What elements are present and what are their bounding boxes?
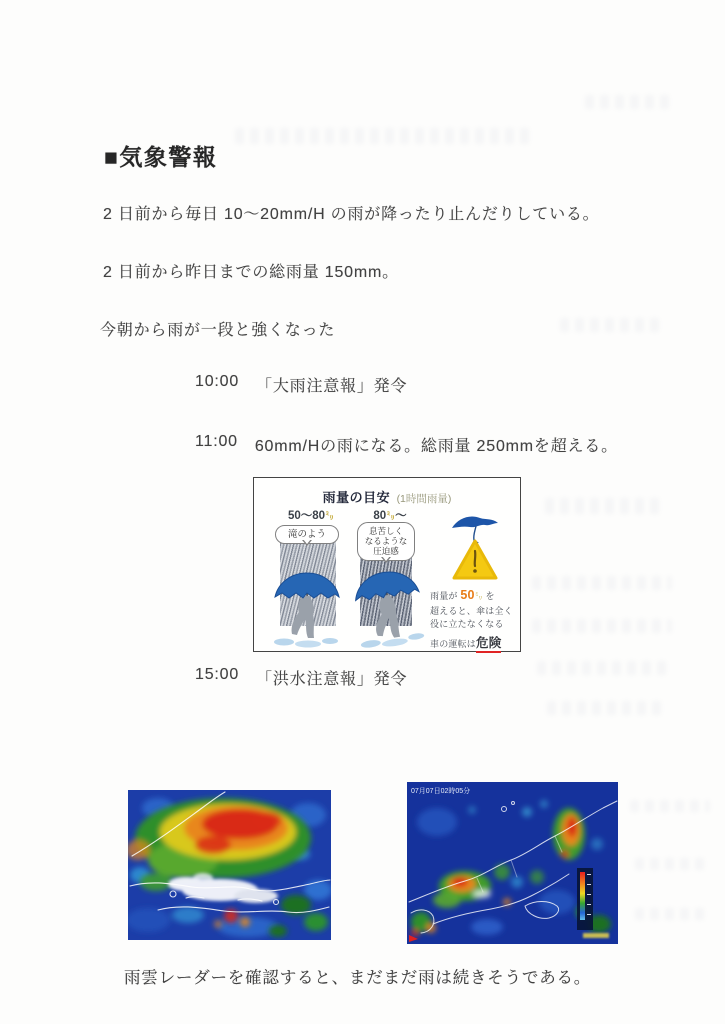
umbrella-person-illustration-2 (352, 569, 426, 647)
timeline-entry-heavy-rain-advisory (195, 373, 407, 396)
warning-line-4 (430, 634, 516, 653)
rain-radar-map-left (128, 790, 331, 940)
flying-umbrella-icon (452, 516, 498, 528)
bubble-line: 圧迫感 (373, 546, 399, 557)
range-tail: ～ (395, 510, 407, 522)
heading-title-text: 気象警報 (119, 144, 218, 170)
scan-bleed-artifact (547, 701, 665, 715)
mm-unit: ㍉ (386, 511, 396, 521)
mm-unit: ㍉ (325, 511, 335, 521)
heading-bullet-square: ■ (104, 144, 120, 170)
timeline-time: 15:00 (195, 666, 240, 683)
flying-umbrella-and-warning-drawing (446, 514, 504, 582)
range-value: 50～80 (287, 510, 326, 522)
umbrella-person-drawing (270, 570, 344, 648)
radar-image-closeup (128, 790, 331, 940)
useless-umbrella-illustration (446, 514, 504, 582)
range-value: 80 (373, 510, 387, 522)
warning-line-1 (430, 586, 516, 605)
timeline-time: 10:00 (195, 373, 240, 390)
danger-text: 危険 (476, 636, 501, 653)
paragraph-morning-rain: 今朝から雨が一段と強くなった (100, 322, 336, 339)
umbrella-person-illustration-1 (270, 570, 344, 648)
rain-radar-map-right (407, 782, 618, 944)
umbrella-useless-warning-text (430, 586, 516, 653)
scan-bleed-artifact (560, 318, 660, 332)
timeline-text: 「洪水注意報」発令 (256, 671, 408, 688)
rain-guide-title-suffix: (1時間雨量) (396, 493, 452, 505)
speech-bubble-suffocating (357, 522, 415, 561)
scan-bleed-artifact (635, 908, 710, 920)
radar-conclusion-caption: 雨雲レーダーを確認すると、まだまだ雨は続きそうである。 (124, 969, 592, 987)
warning-line-2: 超えると、傘は全く (430, 605, 513, 616)
timeline-text: 60mm/Hの雨になる。総雨量 250mmを超える。 (254, 438, 618, 455)
warning-line-3: 役に立たなくなる (430, 619, 504, 630)
rain-guide-title (254, 487, 520, 507)
scan-bleed-artifact (635, 858, 710, 870)
bubble-line: なるような (364, 536, 408, 547)
timeline-entry-flood-advisory (195, 666, 407, 689)
scan-bleed-artifact (585, 95, 675, 109)
rain-range-label-50-80 (276, 507, 346, 523)
bubble-line: 息苦しく (368, 526, 403, 536)
rain-range-label-80-plus (358, 507, 422, 523)
scan-bleed-artifact (235, 128, 535, 144)
radar-image-wide (407, 782, 618, 944)
scan-bleed-artifact (630, 800, 710, 812)
warning-value: 50 (460, 588, 475, 602)
warning-post: を (485, 591, 495, 601)
rain-guide-title-text: 雨量の目安 (322, 490, 391, 505)
mm-unit: ㍉ (474, 592, 483, 601)
scan-bleed-artifact (537, 661, 667, 675)
warning-pre: 雨量が (430, 591, 458, 601)
paragraph-total-rainfall: 2 日前から昨日までの総雨量 150mm。 (103, 264, 399, 281)
timeline-entry-rainfall-increase (195, 433, 618, 456)
scan-bleed-artifact (545, 498, 665, 514)
warning-driving: 車の運転は (430, 638, 477, 649)
radar-timestamp: 07月07日02時05分 (411, 788, 471, 795)
page-title (104, 139, 217, 172)
radar-legend (577, 868, 593, 930)
timeline-time: 11:00 (195, 433, 238, 450)
rain-intensity-guide-figure (253, 477, 521, 652)
timeline-text: 「大雨注意報」発令 (256, 378, 408, 395)
scan-bleed-artifact (532, 576, 672, 590)
speech-bubble-waterfall (275, 525, 339, 544)
bubble-line: 滝のよう (287, 529, 326, 540)
umbrella-person-drawing (347, 564, 431, 652)
scan-bleed-artifact (532, 619, 672, 633)
paragraph-rain-history: 2 日前から毎日 10～20mm/H の雨が降ったり止んだりしている。 (103, 206, 600, 223)
radar-watermark-blur (583, 933, 609, 938)
